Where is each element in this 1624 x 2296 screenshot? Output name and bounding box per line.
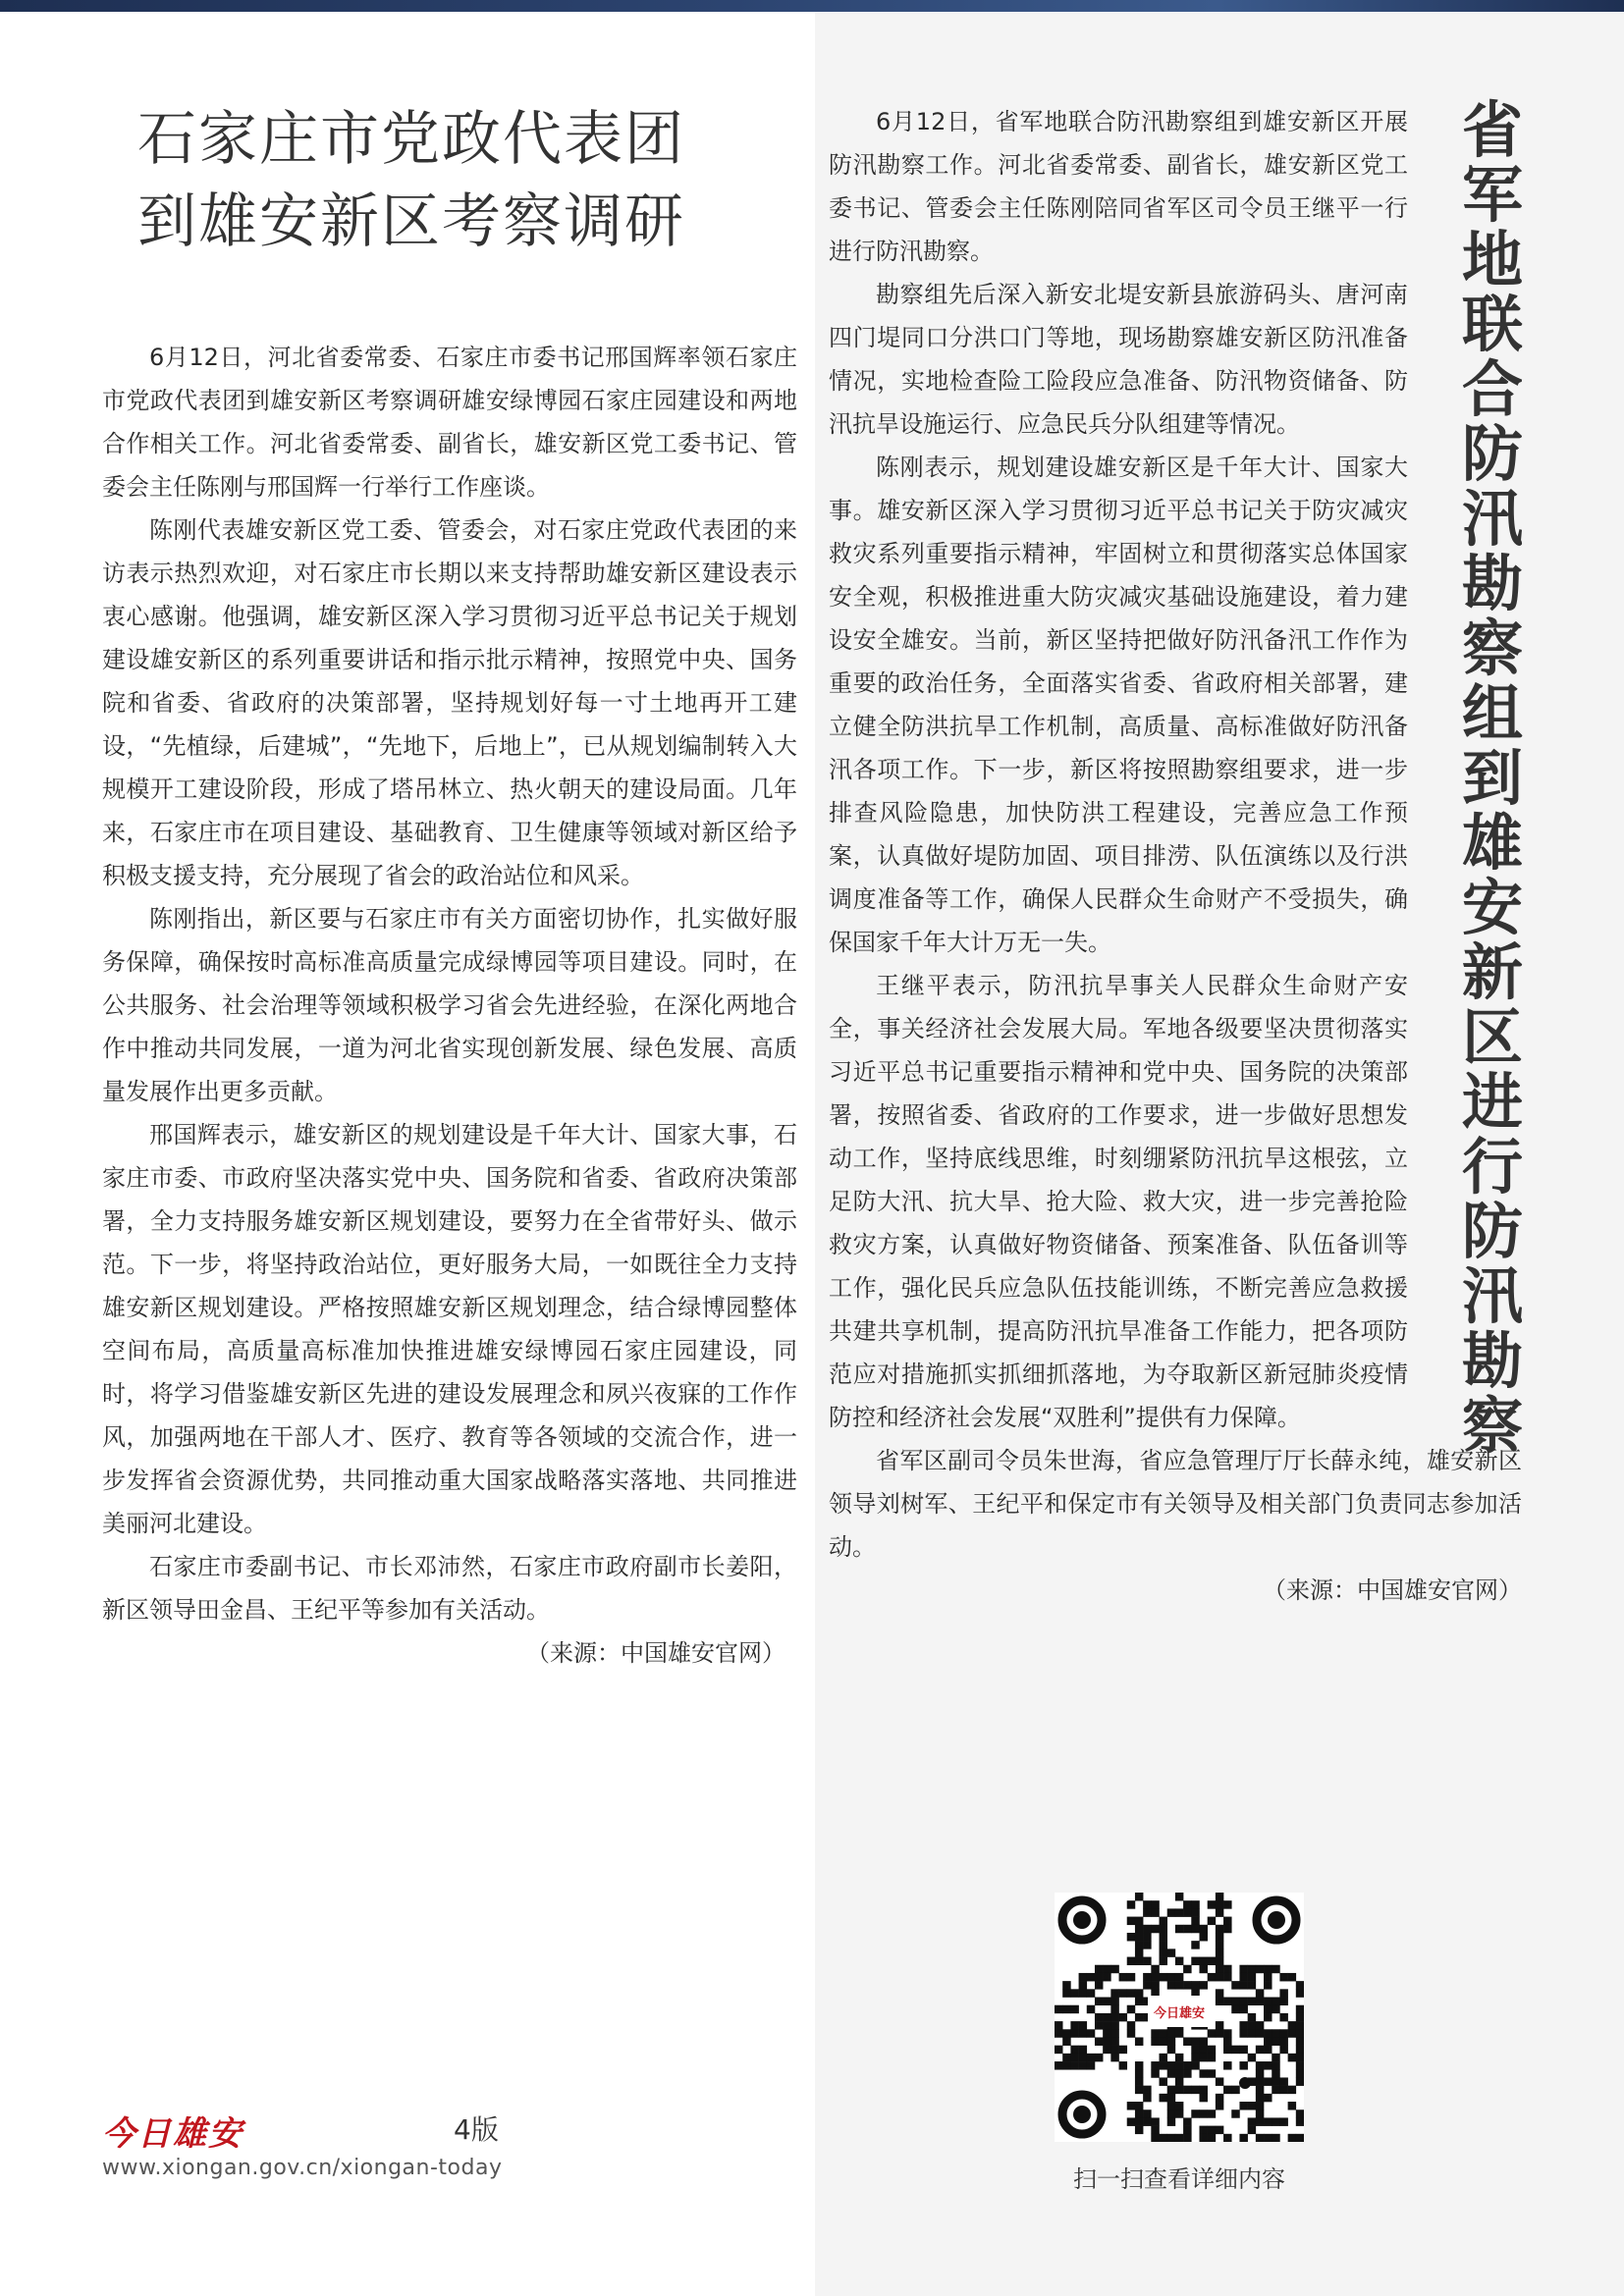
title-char: 汛 [1461,1260,1523,1332]
title-char: 省 [1461,94,1523,166]
paragraph: 邢国辉表示，雄安新区的规划建设是千年大计、国家大事，石家庄市委、市政府坚决落实党中央、国务院和省委、省政府决策部署，全力支持服务雄安新区规划建设，要努力在全省带好头、做示范。下一步，将坚持政治站位，更好服务大局，一如既往全力支持雄安新区规划建设。严格按照雄安新区规划理念，结合绿博园整体空间布局，高质量高标准加快推进雄安绿博园石家庄园建设，同时，将学习借鉴雄安新区先进的建设发展理念和夙兴夜寐的工作作风，加强两地在干部人才、医疗、教育等各领域的交流合作，进一步发挥省会资源优势，共同推动重大国家战略落实落地、共同推进美丽河北建设。 [102,1121,797,1537]
title-char: 新 [1461,936,1523,1008]
title-char: 勘 [1461,1325,1523,1397]
left-article-title [137,98,805,263]
qr-code-icon[interactable] [1055,1893,1304,2142]
paragraph: 6月12日，省军地联合防汛勘察组到雄安新区开展防汛勘察工作。河北省委常委、副省长，雄安新区党工委书记、管委会主任陈刚陪同省军区司令员王继平一行进行防汛勘察。 [829,108,1408,265]
right-article-body [829,100,1522,1612]
top-accent-bar [0,0,1624,12]
title-char: 行 [1461,1131,1523,1202]
title-char: 勘 [1461,548,1523,619]
title-char: 到 [1461,742,1523,814]
left-article-body [102,336,797,1675]
paragraph: 石家庄市委副书记、市长邓沛然，石家庄市政府副市长姜阳，新区领导田金昌、王纪平等参加有关活动。 [102,1553,797,1624]
paragraph: 陈刚指出，新区要与石家庄市有关方面密切协作，扎实做好服务保障，确保按时高标准高质量完成绿博园等项目建设。同时，在公共服务、社会治理等领域积极学习省会先进经验，在深化两地合作中推动共同发展，一道为河北省实现创新发展、绿色发展、高质量发展作出更多贡献。 [102,905,797,1105]
paragraph: 省军区副司令员朱世海，省应急管理厅厅长薛永纯，雄安新区领导刘树军、王纪平和保定市有关领导及相关部门负责同志参加活动。 [829,1447,1522,1561]
today-xiongan-logo: 今日雄安 [102,2114,244,2154]
article-source: （来源：中国雄安官网） [1263,1576,1522,1604]
title-char: 组 [1461,677,1523,749]
title-char: 军 [1461,159,1523,231]
title-line-2: 到雄安新区考察调研 [137,187,685,256]
title-char: 地 [1461,224,1523,295]
title-char: 察 [1461,613,1523,684]
paragraph: 陈刚代表雄安新区党工委、管委会，对石家庄党政代表团的来访表示热烈欢迎，对石家庄市长期以来支持帮助雄安新区建设表示衷心感谢。他强调，雄安新区深入学习贯彻习近平总书记关于规划建设雄安新区的系列重要讲话和指示批示精神，按照党中央、国务院和省委、省政府的决策部署，坚持规划好每一寸土地再开工建设，“先植绿，后建城”，“先地下，后地上”，已从规划编制转入大规模开工建设阶段，形成了塔吊林立、热火朝天的建设局面。几年来，石家庄市在项目建设、基础教育、卫生健康等领域对新区给予积极支援支持，充分展现了省会的政治站位和风采。 [102,516,797,889]
website-link[interactable]: www.xiongan.gov.cn/xiongan-today [102,2156,503,2180]
title-char: 区 [1461,1001,1523,1073]
title-char: 防 [1461,418,1523,490]
paragraph: 勘察组先后深入新安北堤安新县旅游码头、唐河南四门堤同口分洪口门等地，现场勘察雄安新区防汛准备情况，实地检查险工险段应急准备、防汛物资储备、防汛抗旱设施运行、应急民兵分队组建等情况。 [829,281,1408,438]
title-line-1: 石家庄市党政代表团 [137,105,685,174]
paragraph: 王继平表示，防汛抗旱事关人民群众生命财产安全，事关经济社会发展大局。军地各级要坚决贯彻落实习近平总书记重要指示精神和党中央、国务院的决策部署，按照省委、省政府的工作要求，进一步做好思想发动工作，坚持底线思维，时刻绷紧防汛抗旱这根弦，立足防大汛、抗大旱、抢大险、救大灾，进一步完善抢险救灾方案，认真做好物资储备、预案准备、队伍备训等工作，强化民兵应急队伍技能训练，不断完善应急救援共建共享机制，提高防汛抗旱准备工作能力，把各项防范应对措施抓实抓细抓落地，为夺取新区新冠肺炎疫情防控和经济社会发展“双胜利”提供有力保障。 [829,972,1408,1431]
edition-number: 4版 [454,2113,499,2146]
article-source: （来源：中国雄安官网） [526,1639,785,1667]
title-char: 进 [1461,1066,1523,1138]
title-char: 汛 [1461,483,1523,555]
paragraph: 陈刚表示，规划建设雄安新区是千年大计、国家大事。雄安新区深入学习贯彻习近平总书记关于防灾减灾救灾系列重要指示精神，牢固树立和贯彻落实总体国家安全观，积极推进重大防灾减灾基础设施建设，着力建设安全雄安。当前，新区坚持把做好防汛备汛工作作为重要的政治任务，全面落实省委、省政府相关部署，建立健全防洪抗旱工作机制，高质量、高标准做好防汛备汛各项工作。下一步，新区将按照勘察组要求，进一步排查风险隐患，加快防洪工程建设，完善应急工作预案，认真做好堤防加固、项目排涝、队伍演练以及行洪调度准备等工作，确保人民群众生命财产不受损失，确保国家千年大计万无一失。 [829,454,1408,956]
title-char: 安 [1461,872,1523,943]
right-article-vertical-title [1453,94,1532,1462]
title-char: 合 [1461,353,1523,425]
title-char: 防 [1461,1196,1523,1267]
qr-logo-text: 今日雄安 [1153,2006,1206,2021]
qr-caption: 扫一扫查看详细内容 [1073,2165,1285,2193]
title-char: 察 [1461,1390,1523,1462]
title-char: 雄 [1461,807,1523,879]
paragraph: 6月12日，河北省委常委、石家庄市委书记邢国辉率领石家庄市党政代表团到雄安新区考察调研雄安绿博园石家庄园建设和两地合作相关工作。河北省委常委、副省长，雄安新区党工委书记、管委会主任陈刚与邢国辉一行举行工作座谈。 [102,344,797,501]
title-char: 联 [1461,289,1523,360]
